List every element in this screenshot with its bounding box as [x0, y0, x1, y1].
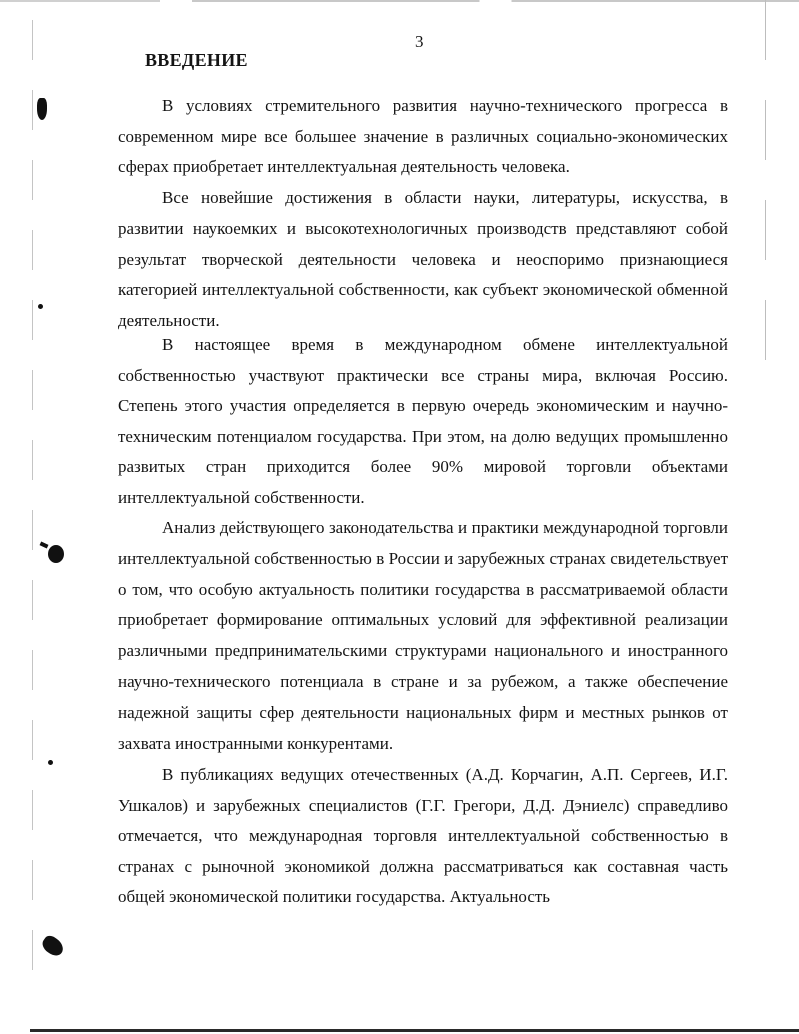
- scan-blot: [48, 545, 64, 563]
- scan-blot: [37, 98, 47, 120]
- scan-blot: [38, 304, 43, 309]
- paragraph: В условиях стремительного развития научно-технического прогресса в современном мире все большее значение в различных социально-экономических сферах приобретает интеллектуальная деятельность человека.: [118, 96, 728, 176]
- scan-edge-left: [32, 20, 33, 980]
- paragraph: В публикациях ведущих отечественных (А.Д. Корчагин, А.П. Сергеев, И.Г. Ушкалов) и зарубежных специалистов (Г.Г. Грегори, Д.Д. Дэниелс) справедливо отмечается, что международная торговля интеллектуальной собственностью в странах с рыночной экономикой должна рассматриваться как составная часть общей экономической политики государства. Актуальность: [118, 765, 728, 906]
- paragraph: В настоящее время в международном обмене интеллектуальной собственностью участвуют практически все страны мира, включая Россию. Степень этого участия определяется в первую очередь экономическим и научно-техническим потенциалом государства. При этом, на долю ведущих промышленно развитых стран приходится более 90% мировой торговли объектами интеллектуальной собственности.: [118, 335, 728, 507]
- section-heading: ВВЕДЕНИЕ: [145, 50, 248, 70]
- scan-edge-right: [765, 0, 766, 400]
- scan-edge-bottom: [30, 1029, 799, 1032]
- scan-edge-top: [0, 0, 799, 2]
- scan-blot: [40, 541, 49, 548]
- page-number: 3: [415, 32, 424, 51]
- scan-blot: [39, 933, 66, 959]
- paragraph: Анализ действующего законодательства и практики международной торговли интеллектуальной собственностью в России и зарубежных странах свидетельствует о том, что особую актуальность политики государства в рассматриваемой области приобретает формирование оптимальных условий для эффективной реализации различными предпринимательскими структурами национального и иностранного научно-технического потенциала в стране и за рубежом, а также обеспечение надежной защиты сфер деятельности национальных фирм и местных рынков от захвата иностранными конкурентами.: [118, 518, 728, 753]
- paragraph: Все новейшие достижения в области науки, литературы, искусства, в развитии наукоемких и высокотехнологичных производств представляют собой результат творческой деятельности человека и неоспоримо признающиеся категорией интеллектуальной собственности, как субъект экономической обменной деятельности.: [118, 188, 728, 331]
- scan-blot: [48, 760, 53, 765]
